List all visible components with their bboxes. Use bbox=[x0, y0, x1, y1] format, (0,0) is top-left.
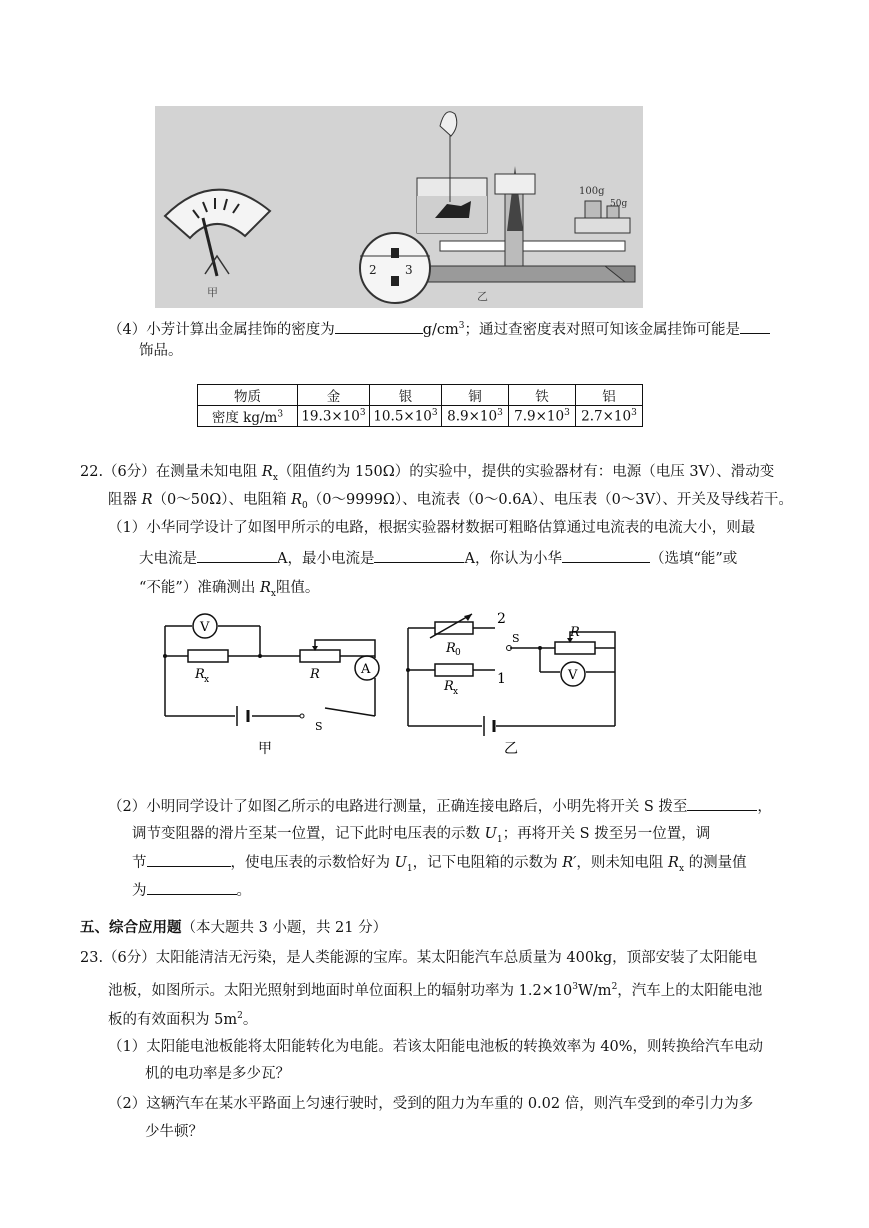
rx-label: R bbox=[195, 667, 205, 682]
section5-note: （本大题共 3 小题，共 21 分） bbox=[181, 920, 388, 936]
q23-line2: 池板，如图所示。太阳光照射到地面时单位面积上的辐射功率为 $1.2\times 10^3W/m^2$，汽车上的太阳能电池 bbox=[108, 982, 763, 999]
switch-label: S bbox=[315, 720, 323, 733]
ammeter-label: A bbox=[361, 662, 371, 677]
max-current-blank[interactable] bbox=[197, 548, 277, 563]
circuit-label-jia: 甲 bbox=[258, 741, 272, 757]
rx-value-blank[interactable] bbox=[147, 880, 237, 895]
meter-label-jia: 甲 bbox=[207, 286, 218, 299]
q22-p2-line4: 为 。 bbox=[132, 880, 251, 901]
q23-p1-line1: （1）太阳能电池板能将太阳能转化为电能。若该太阳能电池板的转换效率为 40%，则转换给汽车电动 bbox=[108, 1039, 764, 1055]
pos-1-label: 1 bbox=[497, 671, 506, 687]
q21-4-line2: 饰品。 bbox=[139, 343, 183, 359]
value-cell: $8.9\times 10^3$ bbox=[442, 406, 509, 427]
section5-title: 五、综合应用题 bbox=[80, 919, 182, 936]
row-label-cell: 密度 $kg/m^3$ bbox=[198, 406, 298, 427]
scale-2: 2 bbox=[369, 263, 377, 277]
header-cell: 金 bbox=[298, 385, 370, 406]
density-table bbox=[197, 384, 643, 427]
switch-s-label: S bbox=[512, 632, 520, 645]
weight-100g: 100g bbox=[579, 186, 605, 197]
balance-figure bbox=[155, 106, 643, 308]
rx-sub-label-yi: x bbox=[453, 687, 459, 697]
q23-line1: 23.（6分）太阳能清洁无污染，是人类能源的宝库。某太阳能汽车总质量为 400kg，顶部安装了太阳能电 bbox=[80, 950, 758, 966]
q22-p1-line2: 大电流是 A，最小电流是 A，你认为小华 （选填“能”或 bbox=[139, 548, 737, 569]
rx-sub-label: x bbox=[204, 675, 210, 685]
q23-p1-line2: 机的电功率是多少瓦？ bbox=[145, 1066, 290, 1082]
scale-3: 3 bbox=[405, 263, 413, 277]
r0-sub-label: 0 bbox=[455, 648, 461, 658]
q23-line3: 板的有效面积为 $5m^2$。 bbox=[108, 1011, 258, 1028]
density-blank[interactable] bbox=[335, 319, 423, 334]
r-label: R bbox=[310, 667, 320, 682]
adjust-blank[interactable] bbox=[147, 852, 231, 867]
balance-photo bbox=[155, 106, 643, 308]
value-cell: $7.9\times 10^3$ bbox=[509, 406, 576, 427]
header-cell: 物质 bbox=[198, 385, 298, 406]
metal-blank[interactable] bbox=[740, 319, 770, 334]
q22-intro-line2: 阻器 R（0～50Ω）、电阻箱 $R_0(0\sim 9999\Omega)$、电流表（0～0.6A）、电压表（0～3V）、开关及导线若干。 bbox=[108, 492, 793, 511]
circuit-yi bbox=[400, 608, 620, 758]
can-measure-blank[interactable] bbox=[562, 548, 650, 563]
q21-4-line1 bbox=[108, 316, 770, 340]
balance-label-yi: 乙 bbox=[477, 290, 488, 303]
section5-heading bbox=[80, 918, 387, 938]
q22-p2-line3: 节 ，使电压表的示数恰好为 $U_1$，记下电阻箱的示数为 R′，则未知电阻 $R_x$ 的测量值 bbox=[132, 852, 747, 879]
switch-position-blank[interactable] bbox=[687, 796, 757, 811]
voltmeter-label-yi: V bbox=[568, 668, 578, 683]
q21-4-text-a: （4）小芳计算出金属挂饰的密度为 bbox=[108, 321, 335, 338]
table-row bbox=[198, 385, 643, 406]
q22-p1-line1: （1）小华同学设计了如图甲所示的电路，根据实验器材数据可粗略估算通过电流表的电流大小，则最 bbox=[108, 520, 756, 536]
circuit-label-yi: 乙 bbox=[504, 741, 518, 757]
q22-p2-line1: （2）小明同学设计了如图乙所示的电路进行测量，正确连接电路后，小明先将开关 S 拨至 ， bbox=[108, 796, 772, 817]
header-cell: 铁 bbox=[509, 385, 576, 406]
header-cell: 银 bbox=[370, 385, 442, 406]
value-cell: $19.3\times 10^3$ bbox=[298, 406, 370, 427]
r0-label: R bbox=[446, 641, 456, 656]
rx-label-yi: R bbox=[444, 679, 454, 694]
min-current-blank[interactable] bbox=[374, 548, 464, 563]
q23-p2-line2: 少牛顿？ bbox=[145, 1124, 203, 1140]
q21-4-text-c: ；通过查密度表对照可知该金属挂饰可能是 bbox=[464, 321, 741, 338]
header-cell: 铜 bbox=[442, 385, 509, 406]
circuit-jia bbox=[160, 608, 385, 758]
weight-50g: 50g bbox=[610, 199, 628, 209]
q22-p1-line3: “不能”）准确测出 $R_x$阻值。 bbox=[139, 580, 320, 599]
r-label-yi: R bbox=[570, 625, 580, 640]
q23-p2-line1: （2）这辆汽车在某水平路面上匀速行驶时，受到的阻力为车重的 0.02 倍，则汽车受到的牵引力为多 bbox=[108, 1096, 754, 1112]
q21-4-unit: g/cm bbox=[422, 321, 459, 338]
value-cell: $2.7\times 10^3$ bbox=[576, 406, 643, 427]
q22-intro-line1: 22.（6分）在测量未知电阻 $R_x$（阻值约为 150Ω）的实验中，提供的实验器材有：电源（电压 3V）、滑动变 bbox=[80, 464, 775, 483]
voltmeter-label: V bbox=[200, 620, 210, 635]
q21-4-unit-sup: 3 bbox=[458, 321, 465, 331]
header-cell: 铝 bbox=[576, 385, 643, 406]
q22-p2-line2: 调节变阻器的滑片至某一位置，记下此时电压表的示数 $U_1$；再将开关 S 拨至另一位置，调 bbox=[132, 826, 711, 845]
table-row bbox=[198, 406, 643, 427]
pos-2-label: 2 bbox=[497, 611, 506, 627]
value-cell: $10.5\times 10^3$ bbox=[370, 406, 442, 427]
